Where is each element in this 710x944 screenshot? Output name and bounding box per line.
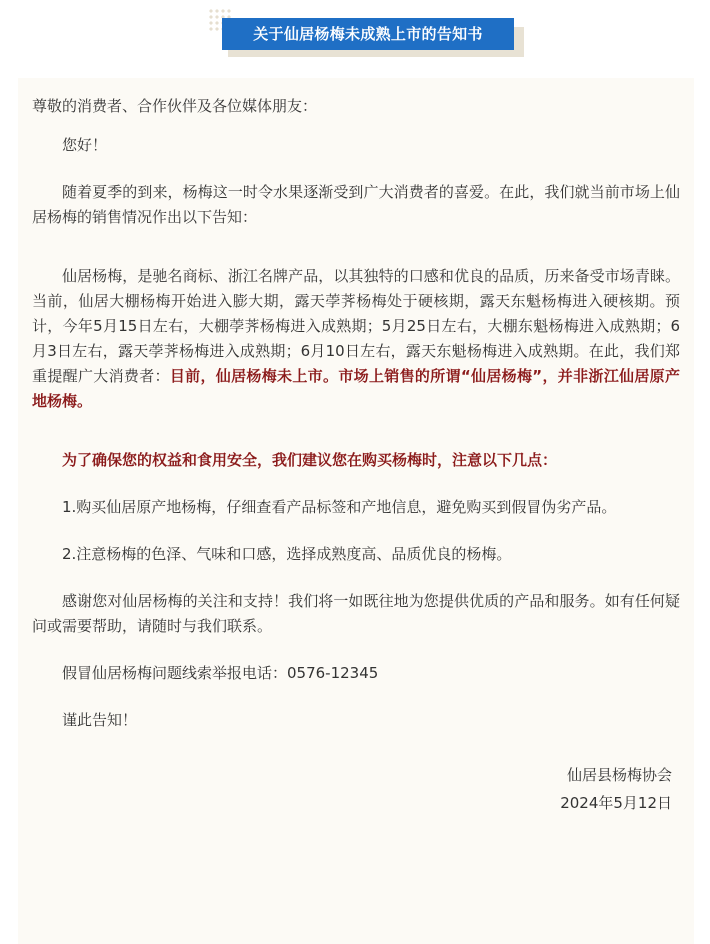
signature-block <box>32 761 672 817</box>
hotline: 假冒仙居杨梅问题线索举报电话：0576-12345 <box>62 664 379 682</box>
advice-heading: 为了确保您的权益和食用安全，我们建议您在购买杨梅时，注意以下几点： <box>62 451 558 469</box>
intro-paragraph: 随着夏季的到来，杨梅这一时令水果逐渐受到广大消费者的喜爱。在此，我们就当前市场上仙居杨梅的销售情况作出以下告知： <box>32 183 680 226</box>
body-warning: 目前，仙居杨梅未上市。市场上销售的所谓“仙居杨梅”，并非浙江仙居原产地杨梅。 <box>32 367 680 410</box>
greeting: 您好！ <box>62 136 108 154</box>
point-1: 1.购买仙居原产地杨梅，仔细查看产品标签和产地信息，避免购买到假冒伪劣产品。 <box>62 498 617 516</box>
signature-org: 仙居县杨梅协会 <box>566 766 672 784</box>
title-banner <box>0 0 710 70</box>
body-text: 仙居杨梅，是驰名商标、浙江名牌产品，以其独特的口感和优良的品质，历来备受市场青睐。当前，仙居大棚杨梅开始进入膨大期，露天荸荠杨梅处于硬核期，露天东魁杨梅进入硬核期。预计，今年5月15日左右，大棚荸荠杨梅进入成熟期；5月25日左右，大棚东魁杨梅进入成熟期；6月3日左右，露天荸荠杨梅进入成熟期；6月10日左右，露天东魁杨梅进入成熟期。在此，我们郑重提醒广大消费者： <box>32 267 680 385</box>
notice-title: 关于仙居杨梅未成熟上市的告知书 <box>222 18 514 50</box>
closing: 谨此告知！ <box>62 711 138 729</box>
body-paragraph <box>32 264 680 414</box>
salutation: 尊敬的消费者、合作伙伴及各位媒体朋友： <box>32 97 318 115</box>
point-2: 2.注意杨梅的色泽、气味和口感，选择成熟度高、品质优良的杨梅。 <box>62 545 512 563</box>
signature-date: 2024年5月12日 <box>560 794 672 812</box>
notice-letter <box>18 78 694 944</box>
thanks-paragraph: 感谢您对仙居杨梅的关注和支持！我们将一如既往地为您提供优质的产品和服务。如有任何疑问或需要帮助，请随时与我们联系。 <box>32 592 680 635</box>
